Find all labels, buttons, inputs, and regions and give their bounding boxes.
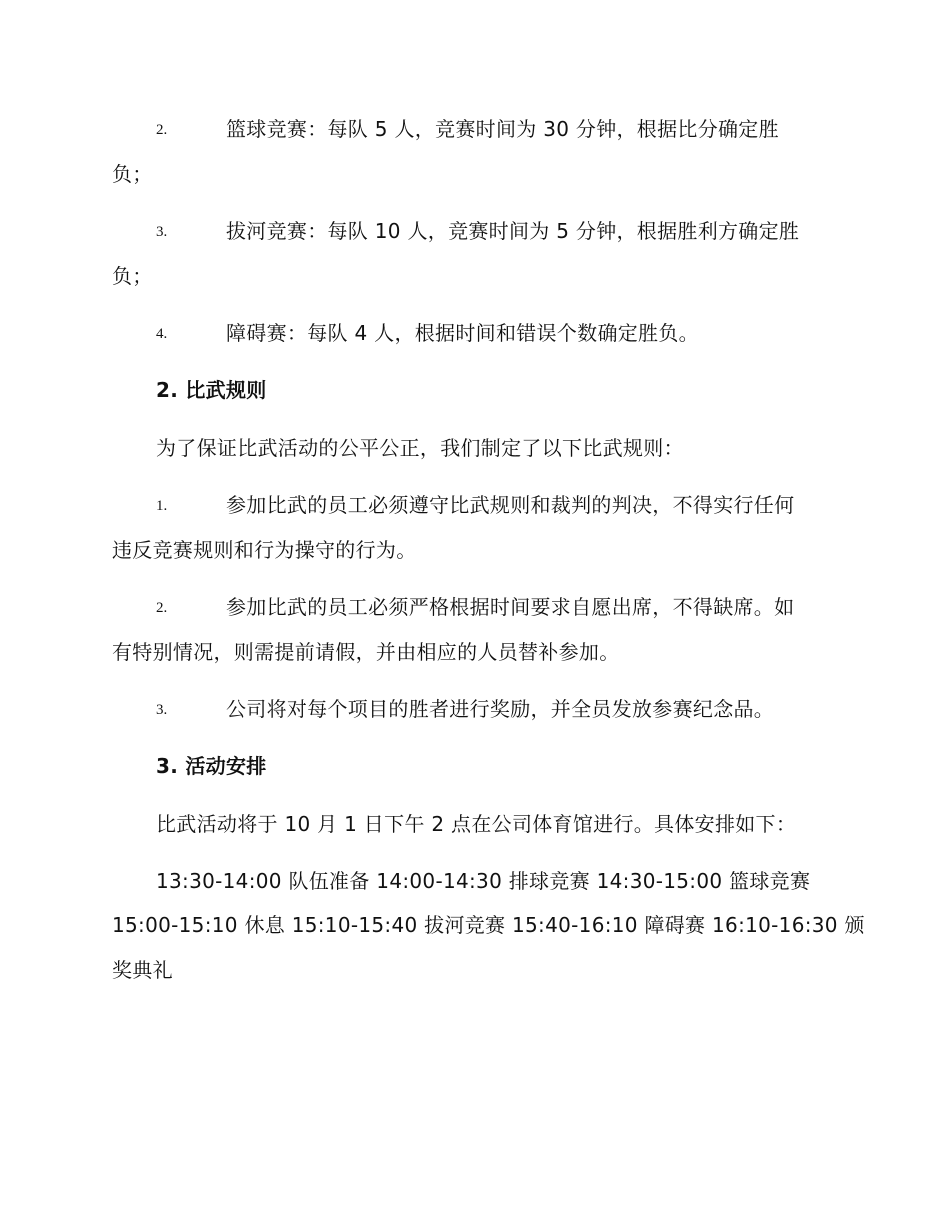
schedule-text-continued: 15:00-15:10 休息 15:10-15:40 拔河竞赛 15:40-16:10 障碍赛 16:10-16:30 颁: [112, 913, 865, 937]
paragraph: 为了保证比武活动的公平公正，我们制定了以下比武规则：: [156, 436, 684, 460]
list-item-text-continued: 负；: [112, 162, 153, 186]
list-item-text-continued: 违反竞赛规则和行为操守的行为。: [112, 538, 417, 562]
list-item-text: 参加比武的员工必须遵守比武规则和裁判的判决，不得实行任何: [226, 493, 795, 517]
list-item-text: 拔河竞赛：每队 10 人，竞赛时间为 5 分钟，根据胜利方确定胜: [226, 219, 800, 243]
schedule-text: 13:30-14:00 队伍准备 14:00-14:30 排球竞赛 14:30-15:00 篮球竞赛: [156, 869, 811, 893]
list-number: 3.: [156, 702, 168, 718]
list-item-text-continued: 有特别情况，则需提前请假，并由相应的人员替补参加。: [112, 640, 620, 664]
paragraph: 比武活动将于 10 月 1 日下午 2 点在公司体育馆进行。具体安排如下：: [156, 812, 797, 836]
list-item-text: 障碍赛：每队 4 人，根据时间和错误个数确定胜负。: [226, 321, 699, 345]
schedule-text-continued: 奖典礼: [112, 958, 173, 982]
list-item-text: 参加比武的员工必须严格根据时间要求自愿出席，不得缺席。如: [226, 595, 795, 619]
list-number: 2.: [156, 122, 168, 138]
list-number: 1.: [156, 498, 168, 514]
list-item-text: 公司将对每个项目的胜者进行奖励，并全员发放参赛纪念品。: [226, 697, 775, 721]
section-heading: 2. 比武规则: [156, 378, 267, 402]
list-number: 3.: [156, 224, 168, 240]
list-item-text: 篮球竞赛：每队 5 人，竞赛时间为 30 分钟，根据比分确定胜: [226, 117, 779, 141]
list-number: 2.: [156, 600, 168, 616]
list-number: 4.: [156, 326, 168, 342]
section-heading: 3. 活动安排: [156, 754, 267, 778]
list-item-text-continued: 负；: [112, 264, 153, 288]
